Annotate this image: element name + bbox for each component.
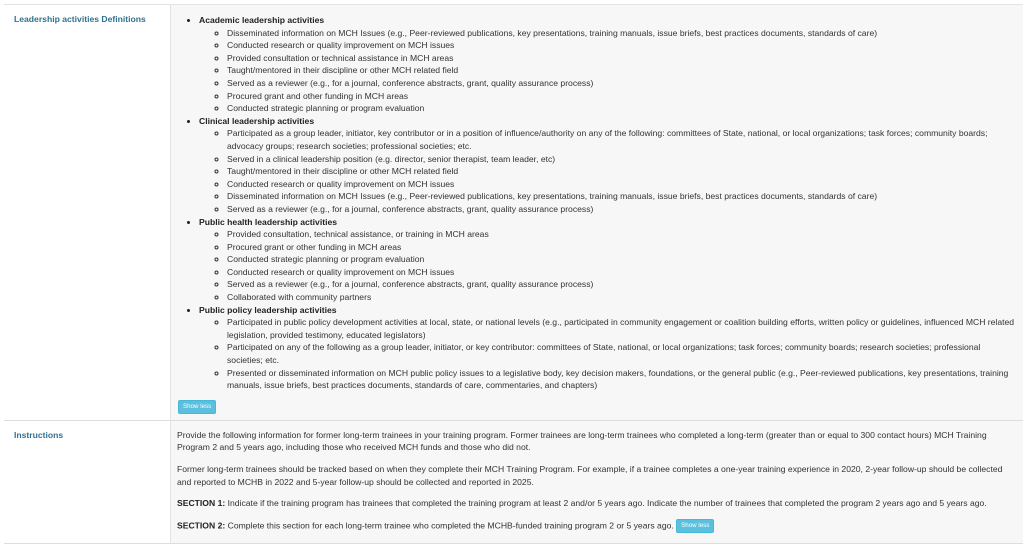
section-1-instruction bbox=[177, 497, 1017, 510]
category-list bbox=[177, 14, 1017, 392]
activity-list bbox=[199, 228, 1017, 304]
list-item: ◦ Taught/mentored in their discipline or other MCH related field bbox=[227, 64, 1017, 77]
list-item: ◦ Served in a clinical leadership position (e.g. director, senior therapist, team leader, etc) bbox=[227, 153, 1017, 166]
list-item: ◦ Served as a reviewer (e.g., for a journal, conference abstracts, grant, quality assurance process) bbox=[227, 278, 1017, 291]
list-item: ◦ Presented or disseminated information on MCH public policy issues to a legislative body, key decision makers, foundations, or the general public (e.g., Peer-reviewed publications, key presentations, training manuals, issue briefs, best practices documents, standards of care, commentaries, and chapters) bbox=[227, 367, 1017, 392]
list-item: ◦ Conducted research or quality improvement on MCH issues bbox=[227, 39, 1017, 52]
list-item: ◦ Served as a reviewer (e.g., for a journal, conference abstracts, grant, quality assurance process) bbox=[227, 77, 1017, 90]
instructions-paragraph: Former long-term trainees should be tracked based on when they complete their MCH Training Program. For example, if a trainee completes a one-year training experience in 2020, 2-year follow-up should be collected and reported to MCHB in 2022 and 5-year follow-up should be collected and reported in 2025. bbox=[177, 464, 1003, 487]
instructions-value bbox=[170, 421, 1023, 543]
list-item: ◦ Taught/mentored in their discipline or other MCH related field bbox=[227, 165, 1017, 178]
category-title: Clinical leadership activities bbox=[199, 115, 315, 126]
list-item: ◦ Participated on any of the following as a group leader, initiator, or key contributor: committees of State, national, or local organizations; task forces; community boards; research societies; professional societies; etc. bbox=[227, 341, 1017, 366]
section-2-instruction bbox=[177, 519, 1017, 533]
list-item: ◦ Participated in public policy development activities at local, state, or national levels (e.g., participated in community engagement or coalition building efforts, written policy or guidelines, influenced MCH related legislation, provided testimony, educated legislators) bbox=[227, 316, 1017, 341]
definitions-value bbox=[170, 5, 1023, 420]
category-academic bbox=[199, 14, 1017, 115]
instructions-show-less-button[interactable]: Show less bbox=[676, 519, 714, 533]
category-public-policy bbox=[199, 304, 1017, 392]
category-clinical bbox=[199, 115, 1017, 216]
section-2-label: SECTION 2: bbox=[177, 520, 226, 531]
section-1-label: SECTION 1: bbox=[177, 498, 226, 509]
instructions-row bbox=[4, 421, 1023, 544]
list-item: ◦ Procured grant or other funding in MCH areas bbox=[227, 241, 1017, 254]
list-item: ◦ Procured grant and other funding in MCH areas bbox=[227, 90, 1017, 103]
definitions-label: Leadership activities Definitions bbox=[14, 14, 146, 24]
section-2-text: Complete this section for each long-term trainee who completed the MCHB-funded training program 2 or 5 years ago. bbox=[225, 520, 674, 531]
instructions-paragraph: Provide the following information for former long-term trainees in your training program. Former trainees are long-term trainees who completed a long-term (greater than or equal to 300 contact hours) MCH Training Program 2 and 5 years ago, including those who received MCH funds and those who did not. bbox=[177, 429, 987, 453]
list-item: ◦ Provided consultation, technical assistance, or training in MCH areas bbox=[227, 228, 1017, 241]
category-public-health bbox=[199, 216, 1017, 304]
list-item: ◦ Conducted strategic planning or program evaluation bbox=[227, 102, 1017, 115]
activity-list bbox=[199, 27, 1017, 115]
category-title: Academic leadership activities bbox=[199, 15, 325, 25]
category-title: Public health leadership activities bbox=[199, 216, 338, 227]
definitions-row bbox=[4, 5, 1023, 421]
instructions-label: Instructions bbox=[14, 429, 64, 440]
list-item: ◦ Served as a reviewer (e.g., for a journal, conference abstracts, grant, quality assurance process) bbox=[227, 203, 1017, 216]
list-item: ◦ Provided consultation or technical assistance in MCH areas bbox=[227, 52, 1017, 65]
list-item: ◦ Participated as a group leader, initiator, key contributor or in a position of influence/authority on any of the following: committees of State, national, or local organizations; task forces; community boards; advocacy groups; research societies; professional societies; etc. bbox=[227, 127, 1017, 152]
list-item: ◦ Conducted research or quality improvement on MCH issues bbox=[227, 266, 1017, 279]
details-table bbox=[4, 4, 1023, 544]
activity-list bbox=[199, 316, 1017, 392]
section-1-text: Indicate if the training program has trainees that completed the training program at least 2 and/or 5 years ago. Indicate the number of trainees that completed the program 2 years ago and 5 years ago. bbox=[225, 498, 987, 509]
list-item: ◦ Collaborated with community partners bbox=[227, 291, 1017, 304]
list-item: ◦ Disseminated information on MCH Issues (e.g., Peer-reviewed publications, key presentations, training manuals, issue briefs, best practices documents, standards of care) bbox=[227, 190, 1017, 203]
list-item: ◦ Disseminated information on MCH Issues (e.g., Peer-reviewed publications, key presentations, training manuals, issue briefs, best practices documents, standards of care) bbox=[227, 27, 1017, 40]
list-item: ◦ Conducted research or quality improvement on MCH issues bbox=[227, 178, 1017, 191]
list-item: ◦ Conducted strategic planning or program evaluation bbox=[227, 253, 1017, 266]
category-title: Public policy leadership activities bbox=[199, 304, 337, 315]
definitions-show-less-button[interactable]: Show less bbox=[178, 400, 216, 414]
activity-list bbox=[199, 127, 1017, 215]
